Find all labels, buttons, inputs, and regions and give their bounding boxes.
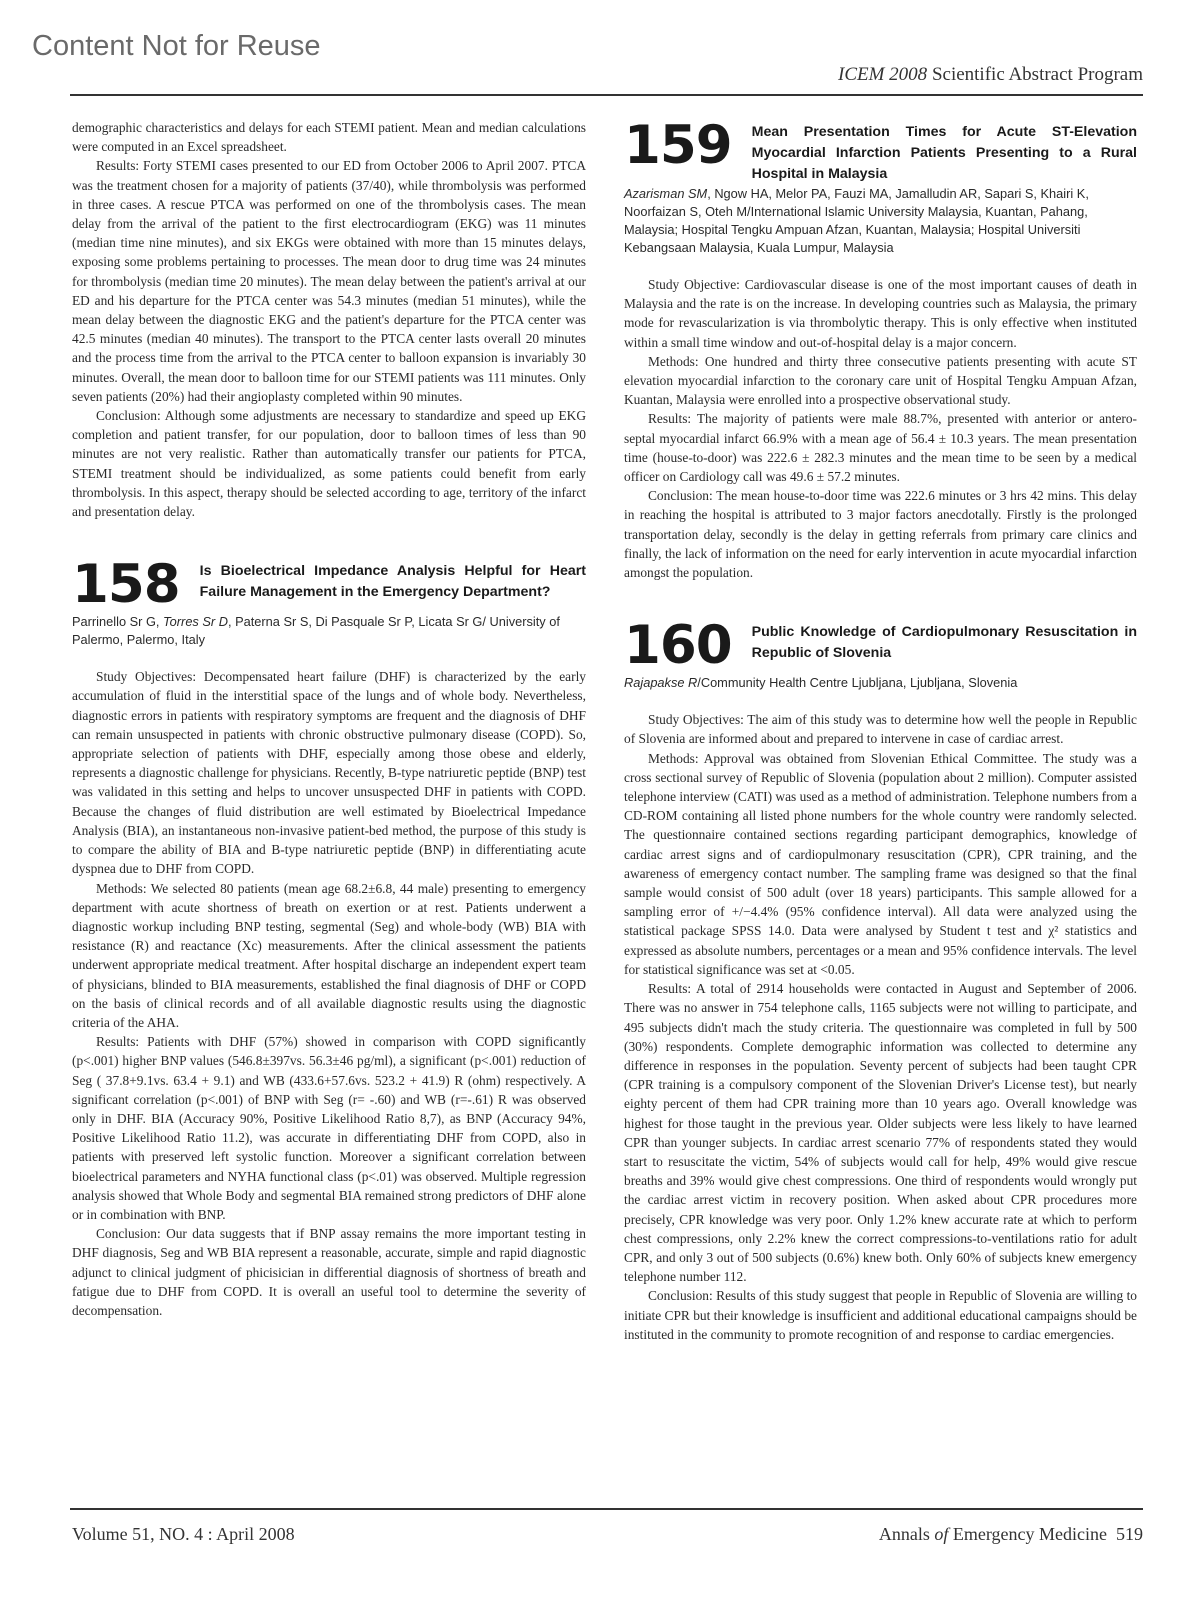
authors-after: /Community Health Centre Ljubljana, Ljubljana, Slovenia [697,675,1018,691]
abstract-title: Mean Presentation Times for Acute ST-Elevation Myocardial Infarction Patients Presenting to a Rural Hospital in Malaysia [751,124,1137,182]
abstract-authors [624,674,1137,692]
watermark: Content Not for Reuse [32,30,321,62]
abstract-paragraph: Study Objectives: The aim of this study was to determine how well the people in Republic of Slovenia are informed about and prepared to intervene in case of cardiac arrest. [624,712,1137,747]
continued-paragraph: demographic characteristics and delays for each STEMI patient. Mean and median calculations were computed in an Excel spreadsheet. [72,120,586,155]
running-head [838,64,1143,86]
left-column [72,118,586,1320]
abstract-title: Public Knowledge of Cardiopulmonary Resuscitation in Republic of Slovenia [751,624,1137,662]
abstract-authors [624,185,1137,257]
footer-issue: Volume 51, NO. 4 : April 2008 [72,1524,295,1544]
presenting-author: Torres Sr D [163,614,228,630]
abstract-paragraph: Results: The majority of patients were male 88.7%, presented with anterior or antero-septal myocardial infarct 66.9% with a mean age of 56.4 ± 10.3 years. The mean presentation time (house-to-door) was 222.6 ± 282.3 minutes and the mean time to be seen by a medical officer on Cardiology call was 49.6 ± 57.2 minutes. [624,411,1137,485]
abstract-paragraph: Results: Patients with DHF (57%) showed in comparison with COPD significantly (p<.001) higher BNP values (546.8±397vs. 56.3±46 pg/ml), a significant (p<.001) reduction of Seg ( 37.8+9.1vs. 63.4 + 9.1) and WB (433.6+57.6vs. 523.2 + 41.9) R (ohm) respectively. A significant correlation (p<.001) of BNP with Seg (r= -.60) and WB (r=-.61) R was observed only in DHF. BIA (Accuracy 90%, Positive Likelihood Ratio 8,7), as BNP (Accuracy 94%, Positive Likelihood Ratio 11.2), was accurate in differentiating DHF from COPD, also in patients with preserved left systolic function. Moreover a significant correlation between bioelectrical parameters and NYHA functional class (p<.01) was observed. Multiple regression analysis showed that Whole Body and segmental BIA remained strong predictors of DHF alone or in combination with BNP. [72,1034,586,1222]
abstract-header [72,554,586,616]
abstract-159 [624,115,1137,582]
abstract-158 [72,554,586,1320]
abstract-paragraph: Methods: Approval was obtained from Slovenian Ethical Committee. The study was a cross sectional survey of Republic of Slovenia (population about 2 million). Computer assisted telephone interview (CATI) was used as a method of administration. Telephone numbers from a CD-ROM containing all listed phone numbers for the whole country were randomly selected. The questionnaire contained sections regarding participant demographics, knowledge of cardiac arrest signs and of cardiopulmonary resuscitation (CPR), CPR training, and the awareness of emergency contact number. The sampling frame was designed so that the final sample would consist of 500 adult (over 18 years) participants. This sample allowed for a sampling error of +/−4.4% (95% confidence interval). All data were analyzed using the statistical package SPSS 14.0. Data were analysed by Student t test and χ² statistics and expressed as absolute numbers, percentages or a mean and 95% confidence intervals. The level for statistical significance was set at <0.05. [624,750,1137,977]
running-head-title: Scientific Abstract Program [931,64,1143,85]
journal-name-end: Emergency Medicine [948,1524,1107,1544]
abstract-paragraph: Conclusion: Our data suggests that if BNP assay remains the more important testing in DHF diagnosis, Seg and WB BIA represent a reasonable, accurate, simple and rapid diagnostic adjunct to clinical judgment of phicisician in differential diagnosis of shortness of breath and fatigue due to DHF from COPD. It is overall an useful tool to determine the severity of decompensation. [72,1226,586,1318]
bottom-rule [70,1508,1143,1510]
abstract-header [624,615,1137,677]
page-number: 519 [1116,1524,1143,1544]
abstract-title: Is Bioelectrical Impedance Analysis Helpful for Heart Failure Management in the Emergency Department? [199,563,586,601]
abstract-paragraph: Study Objective: Cardiovascular disease is one of the most important causes of death in Malaysia and the rate is on the increase. In developing countries such as Malaysia, the primary mode for revascularization is via thrombolytic therapy. This is only effective when instituted within a small time window and out-of-hospital delay is a major concern. [624,277,1137,350]
abstract-header [624,115,1137,185]
authors-after: , Paterna Sr S, Di Pasquale Sr P, Licata Sr G/ University of Palermo, Palermo, Italy [72,614,560,648]
abstract-paragraph: Methods: One hundred and thirty three consecutive patients presenting with acute ST elevation myocardial infarction to the coronary care unit of Hospital Tengku Ampuan Afzan, Kuantan, Malaysia were enrolled into a prospective observational study. [624,353,1137,408]
abstract-paragraph: Conclusion: Results of this study suggest that people in Republic of Slovenia are willing to initiate CPR but their knowledge is insufficient and additional educational campaigns should be instituted in the community to promote recognition of and response to cardiac emergencies. [624,1288,1137,1342]
abstract-160 [624,615,1137,1344]
continued-paragraph: Results: Forty STEMI cases presented to our ED from October 2006 to April 2007. PTCA was the treatment chosen for a majority of patients (37/40), while thrombolysis was performed in three cases. A rescue PTCA was performed on one of the thrombolysis cases. The mean delay from the arrival of the patient to the first electrocardiogram (EKG) was 11 minutes (median time nine minutes), and six EKGs were obtained with more than 15 minutes delays, exposing some problems pertaining to processes. The mean door to drug time was 24 minutes for thrombolysis (median time 20 minutes). The mean delay between the patient's arrival at our ED and his departure for the PTCA center was 54.3 minutes (median 51 minutes), while the mean delay between the diagnostic EKG and the patient's departure for the PTCA center was 42.5 minutes (median 40 minutes). The transport to the PTCA center lasts overall 20 minutes and the process time from the arrival to the PTCA center to balloon expansion is invariably 30 minutes. Overall, the mean door to balloon time for our STEMI patients was 111 minutes. Only seven patients (20%) had their angioplasty completed within 90 minutes. [72,158,586,404]
authors-after: , Ngow HA, Melor PA, Fauzi MA, Jamalludin AR, Sapari S, Khairi K, Noorfaizan S, Oteh M/International Islamic University Malaysia, Kuantan, Pahang, Malaysia; Hospital Tengku Ampuan Afzan, Kuantan, Malaysia; Hospital Universiti Kebangsaan Malaysia, Kuala Lumpur, Malaysia [624,186,1089,255]
abstract-paragraph: Conclusion: The mean house-to-door time was 222.6 minutes or 3 hrs 42 mins. This delay in reaching the hospital is attributed to 3 major factors anecdotally. Firstly is the prolonged transportation delay, secondly is the delay in getting referrals from primary care clinics and finally, the lack of information on the need for early intervention in acute myocardial infarction amongst the population. [624,488,1137,581]
journal-name-start: Annals [878,1524,935,1544]
top-rule [70,94,1143,96]
abstract-paragraph: Methods: We selected 80 patients (mean age 68.2±6.8, 44 male) presenting to emergency department with acute shortness of breath on exertion or at rest. Patients underwent a diagnostic workup including BNP testing, segmental (Seg) and whole-body (WB) BIA with resistance (R) and reactance (Xc) measurements. After the clinical assessment the patients underwent appropriate medical treatment. After hospital discharge an independent expert team of physicians, blinded to BIA measurements, established the final diagnosis of DHF or COPD on the basis of clinical records and of all available diagnostic results using the diagnostic criteria of the AHA. [72,880,586,1030]
footer-journal [879,1524,1143,1545]
abstract-number: 160 [624,615,732,677]
abstract-paragraph: Study Objectives: Decompensated heart failure (DHF) is characterized by the early accumulation of fluid in the interstitial space of the lungs and of whole body. Nevertheless, diagnostic errors in patients with respiratory symptoms are frequent and the diagnosis of DHF can remain unsuspected in patients with chronic obstructive pulmonary disease (COPD). So, appropriate selection of patients with DHF, especially among those obese and elderly, represents a diagnostic challenge for physicians. Recently, B-type natriuretic peptide (BNP) test was validated in this setting and helps to uncover unsuspected DHF in patients with COPD. Because the changes of fluid distribution are well estimated by Bioelectrical Impedance Analysis (BIA), an instantaneous non-invasive patient-bed method, the purpose of this study is to compare the ability of BIA and B-type natriuretic peptide (BNP) in differentiating acute dyspnea due to DHF from COPD. [72,669,586,877]
presenting-author: Rajapakse R [624,675,698,691]
authors-before: Parrinello Sr G, [72,614,164,630]
abstract-authors [72,613,586,649]
running-head-conference: ICEM 2008 [838,64,928,85]
abstract-number: 159 [624,115,732,176]
journal-name-of: of [934,1524,949,1544]
abstract-paragraph: Results: A total of 2914 households were contacted in August and September of 2006. There was no answer in 754 telephone calls, 1165 subjects were not willing to participate, and 495 subjects didn't mach the study criteria. The questionnaire was completed in full by 500 (30%) respondents. Complete demographic information was collected to determine any difference in responses in the population. Seventy percent of subjects had been taught CPR (CPR training is a compulsory component of the Slovenian Driver's License test), but nearly eighty percent of them had CPR training more than 10 years ago. Overall knowledge was highest for those taught in the previous year. Older subjects were less likely to have learned CPR than younger subjects. In cardiac arrest scenario 77% of respondents stated they would start to resuscitate the victim, 54% of subjects would call for help, 49% would give rescue breaths and 39% would give chest compressions. One third of respondents would wrongly put the cardiac arrest victim in recovery position. When asked about CPR procedures more precisely, CPR knowledge was very poor. Only 1.2% knew accurate rate at which to perform chest compressions, only 2.2% knew the correct compressions-to-ventilations ratio for adult CPR, and only 3 out of 500 subjects (0.6%) knew both. Only 60% of subjects knew emergency telephone number 112. [624,981,1137,1285]
abstract-number: 158 [72,554,180,616]
presenting-author: Azarisman SM [624,186,708,201]
right-column [624,115,1137,1344]
continued-paragraph: Conclusion: Although some adjustments are necessary to standardize and speed up EKG completion and patient transfer, for our population, door to balloon times of less than 90 minutes are not very realistic. Rather than automatically transfer our patients for PTCA, STEMI treatment should be individualized, as some patients could benefit from early thrombolysis. In this aspect, therapy should be selected according to age, territory of the infarct and presentation delay. [72,408,586,520]
